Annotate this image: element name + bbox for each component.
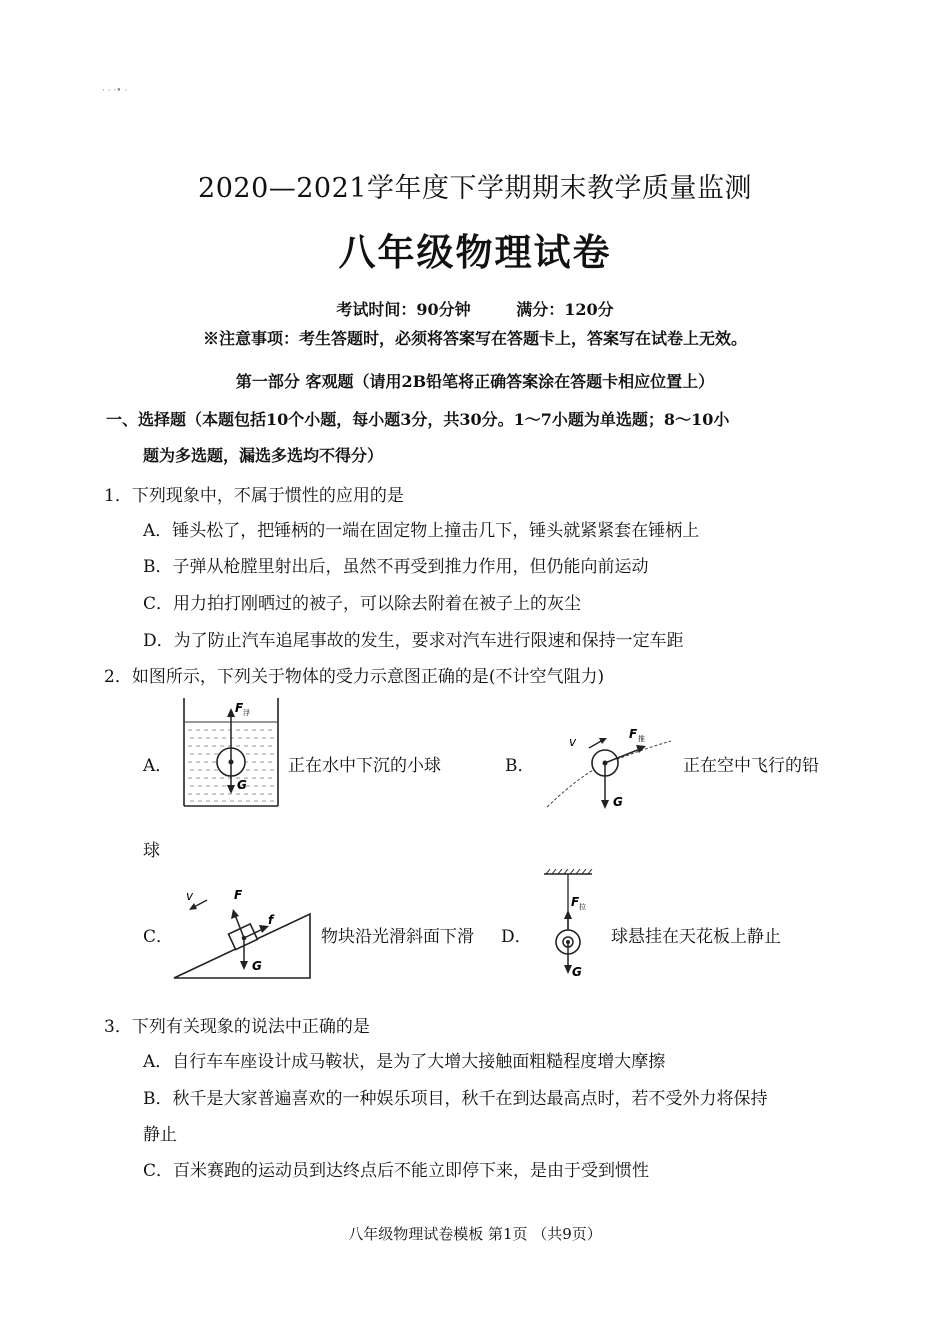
label-push: 推 [638,735,645,743]
figure-flying-shot [543,713,673,813]
label-buoyancy: 浮 [243,709,250,717]
q2-option-c-letter: C． [143,927,174,947]
exam-time: 考试时间：90分钟 [336,300,471,319]
notice: ※注意事项：考生答题时，必须将答案写在答题卡上，答案写在试卷上无效。 [202,329,747,348]
q1-stem: 1．下列现象中，不属于惯性的应用的是 [104,486,404,506]
q2-option-b-caption-wrap: 球 [143,841,160,861]
q2-stem: 2．如图所示，下列关于物体的受力示意图正确的是(不计空气阻力) [104,667,605,687]
velocity-arrow [194,900,207,907]
q2-option-a-caption: 正在水中下沉的小球 [288,756,441,776]
label-v: v [569,735,577,749]
q1-option-c: C．用力拍打刚晒过的被子，可以除去附着在被子上的灰尘 [143,594,582,614]
label-g: G [252,959,262,973]
figure-hanging-ball [538,868,598,983]
section1-heading: 一、选择题（本题包括10个小题，每小题3分，共30分。1～7小题为单选题；8～10小 [106,410,730,429]
q2-option-d-letter: D． [501,927,532,947]
q3-option-b: B．秋千是大家普遍喜欢的一种娱乐项目，秋千在到达最高点时，若不受外力将保持 [143,1089,768,1109]
label-v: v [186,889,194,903]
q1-option-d: D．为了防止汽车追尾事故的发生，要求对汽车进行限速和保持一定车距 [143,631,684,651]
q3-option-a: A．自行车车座设计成马鞍状，是为了大增大接触面粗糙程度增大摩擦 [143,1052,666,1072]
label-f: F [235,701,244,715]
q3-option-c: C．百米赛跑的运动员到达终点后不能立即停下来，是由于受到惯性 [143,1161,650,1181]
label-g: G [572,965,582,979]
exam-title-line2: 八年级物理试卷 [338,230,612,274]
label-f: F [629,727,638,741]
figure-sinking-ball [180,696,280,808]
q2-option-b-caption: 正在空中飞行的铅 [683,756,819,776]
q3-option-b-cont: 静止 [143,1125,177,1145]
exam-title-line1: 2020—2021学年度下学期期末教学质量监测 [198,173,752,204]
q3-stem: 3．下列有关现象的说法中正确的是 [104,1017,370,1037]
figure-block-on-incline [170,884,315,984]
q1-option-a: A．锤头松了，把锤柄的一端在固定物上撞击几下，锤头就紧紧套在锤柄上 [143,521,700,541]
q2-option-b-letter: B． [505,756,535,776]
part1-title: 第一部分 客观题（请用2B铅笔将正确答案涂在答题卡相应位置上） [235,372,715,391]
page-footer: 八年级物理试卷模板 第1页 （共9页） [348,1225,602,1243]
q2-option-d-caption: 球悬挂在天花板上静止 [611,927,781,947]
exam-meta [0,297,950,320]
full-score: 满分：120分 [516,300,614,319]
label-tension: 拉 [579,903,586,911]
label-g: G [237,778,247,792]
q2-option-a-letter: A． [143,756,173,776]
q1-option-b: B．子弹从枪膛里射出后，虽然不再受到推力作用，但仍能向前运动 [143,557,649,577]
label-f: F [234,888,243,902]
section1-heading-cont: 题为多选题，漏选多选均不得分） [143,446,384,465]
q2-option-c-caption: 物块沿光滑斜面下滑 [321,927,474,947]
label-f: F [571,895,580,909]
label-g: G [613,795,623,809]
label-friction: f [268,913,274,927]
header-dots: · · ·• · [102,86,128,96]
